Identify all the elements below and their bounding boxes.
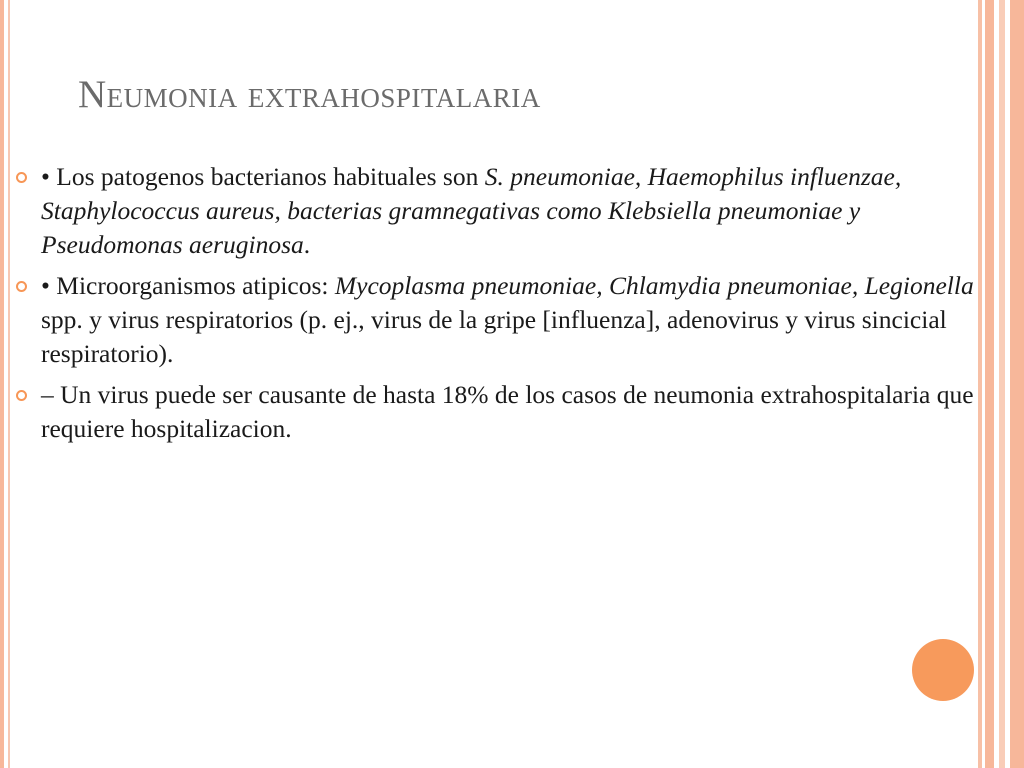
bullet-text-normal: • Los patogenos bacterianos habituales son: [41, 162, 485, 191]
slide-title: Neumonia extrahospitalaria: [78, 73, 541, 116]
bullet-text-normal: spp. y virus respiratorios (p. ej., virus de la gripe [influenza], adenovirus y virus sincicial respiratorio).: [41, 305, 947, 368]
bullet-item-atypical: [16, 269, 1006, 371]
bullet-text-normal: • Microorganismos atipicos:: [41, 271, 335, 300]
bullet-circle-icon: [16, 281, 27, 292]
bullet-text-italic: S. pneumoniae, Haemophilus influenzae, Staphylococcus aureus, bacterias gramnegativas como Klebsiella pneumoniae y Pseudomonas aeruginosa: [41, 162, 902, 259]
left-border-stripe: [0, 0, 4, 768]
right-stripe-4: [1010, 0, 1024, 768]
bullet-item-pathogens: [16, 160, 1006, 262]
bullet-list: [16, 160, 1006, 453]
decorative-circle: [912, 639, 974, 701]
bullet-text-normal: .: [303, 230, 311, 259]
bullet-text-normal: – Un virus puede ser causante de hasta 18% de los casos de neumonia extrahospitalaria que requiere hospitalizacion.: [41, 380, 974, 443]
bullet-circle-icon: [16, 172, 27, 183]
bullet-circle-icon: [16, 390, 27, 401]
bullet-text-italic: Mycoplasma pneumoniae, Chlamydia pneumoniae, Legionella: [334, 271, 974, 300]
bullet-item-virus: [16, 378, 1006, 446]
left-border-stripe-thin: [8, 0, 10, 768]
